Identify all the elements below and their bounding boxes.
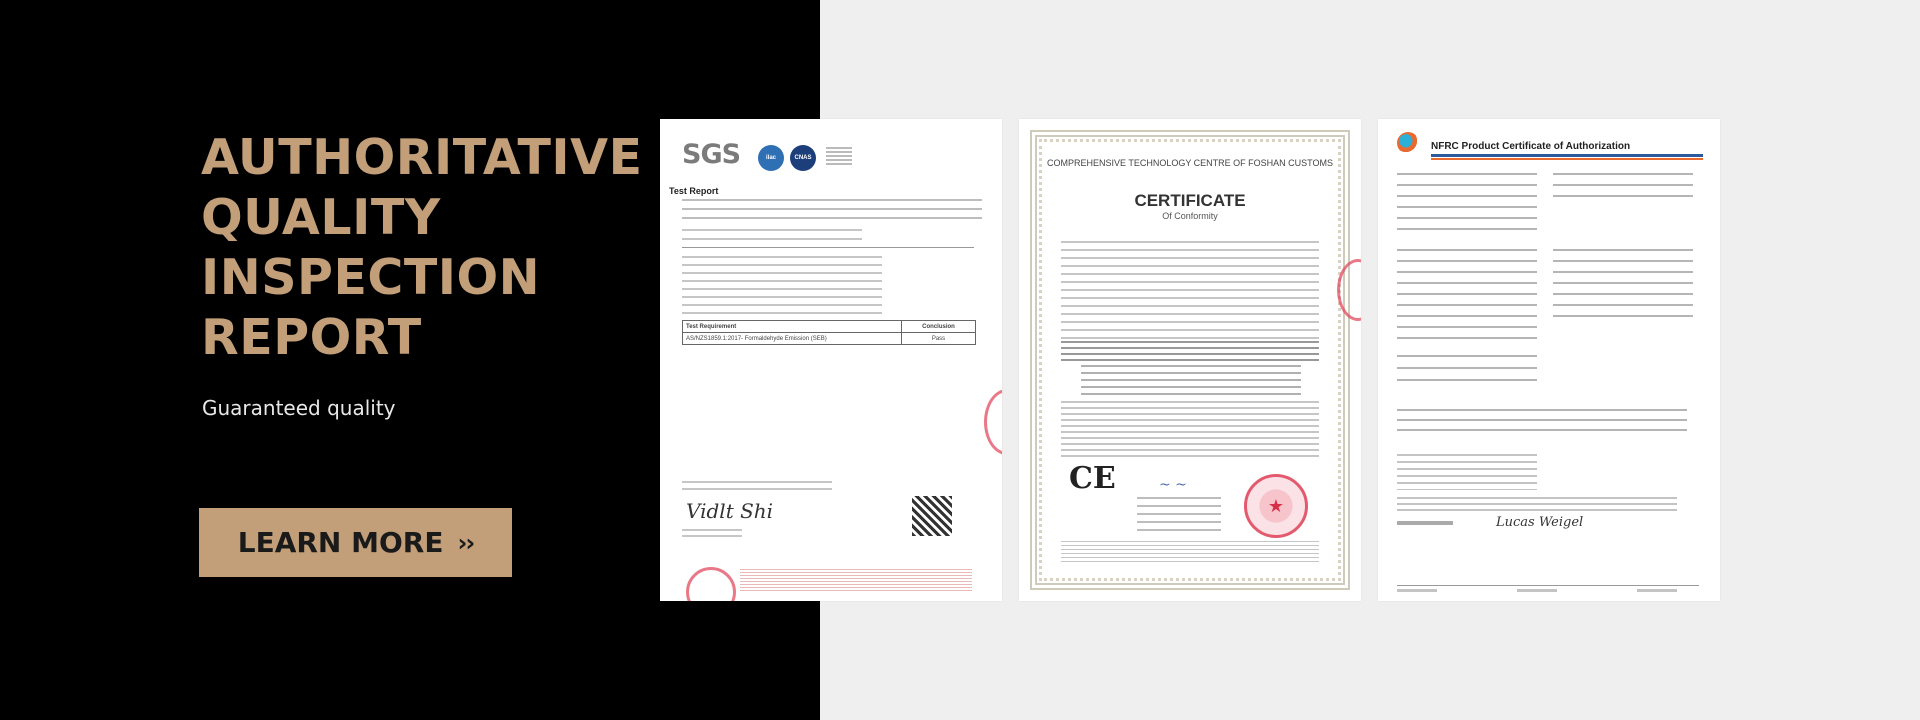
hero-title-line: QUALITY xyxy=(201,189,441,246)
table-header-cell: Test Requirement xyxy=(683,321,902,332)
signature-image: ~ ~ xyxy=(1159,477,1187,493)
red-stamp-image xyxy=(984,389,1002,455)
sgs-logo: SGS xyxy=(682,139,741,170)
ilac-badge-icon: ilac xyxy=(758,145,784,171)
nfrc-title: NFRC Product Certificate of Authorization xyxy=(1431,141,1631,152)
hero-title xyxy=(201,128,643,368)
ce-mark-icon: CE xyxy=(1069,461,1116,496)
signature-image: Vidlt Shi xyxy=(686,499,774,523)
hero-title-line: INSPECTION xyxy=(201,249,541,306)
nfrc-certificate-image xyxy=(1378,119,1720,601)
nfrc-logo-icon xyxy=(1397,132,1419,154)
report-heading: Test Report xyxy=(669,186,719,196)
table-cell: Pass xyxy=(931,335,946,342)
nfrc-title-bar xyxy=(1431,158,1703,160)
hero-title-line: REPORT xyxy=(201,309,422,366)
qr-code-image xyxy=(912,496,952,536)
sgs-test-report-image xyxy=(660,119,1002,601)
cnas-badge-icon: CNAS xyxy=(790,145,816,171)
table-cell: AS/NZS1859.1:2017- Formaldehyde Emission (SEB) xyxy=(683,333,902,344)
table-header-row xyxy=(683,321,975,333)
learn-more-label: LEARN MORE xyxy=(237,526,444,559)
nfrc-title-bar xyxy=(1431,154,1703,157)
table-row xyxy=(683,333,975,344)
learn-more-button[interactable] xyxy=(199,508,512,577)
hero-title-line: AUTHORITATIVE xyxy=(201,129,643,186)
certificate-title: CERTIFICATE xyxy=(1134,191,1246,210)
certificate-issuer: COMPREHENSIVE TECHNOLOGY CENTRE OF FOSHAN CUSTOMS xyxy=(1046,158,1334,168)
red-seal-icon: ★ xyxy=(1244,474,1308,538)
red-stamp-image xyxy=(686,567,736,601)
table-header-cell: Conclusion xyxy=(922,323,955,330)
hero-subtitle: Guaranteed quality xyxy=(202,396,396,420)
certificate-subtitle: Of Conformity xyxy=(1162,211,1218,221)
certificate-of-conformity-image xyxy=(1019,119,1361,601)
signature-image: Lucas Weigel xyxy=(1496,515,1584,530)
double-chevron-right-icon: ›› xyxy=(457,528,474,557)
test-requirement-table xyxy=(682,320,976,345)
